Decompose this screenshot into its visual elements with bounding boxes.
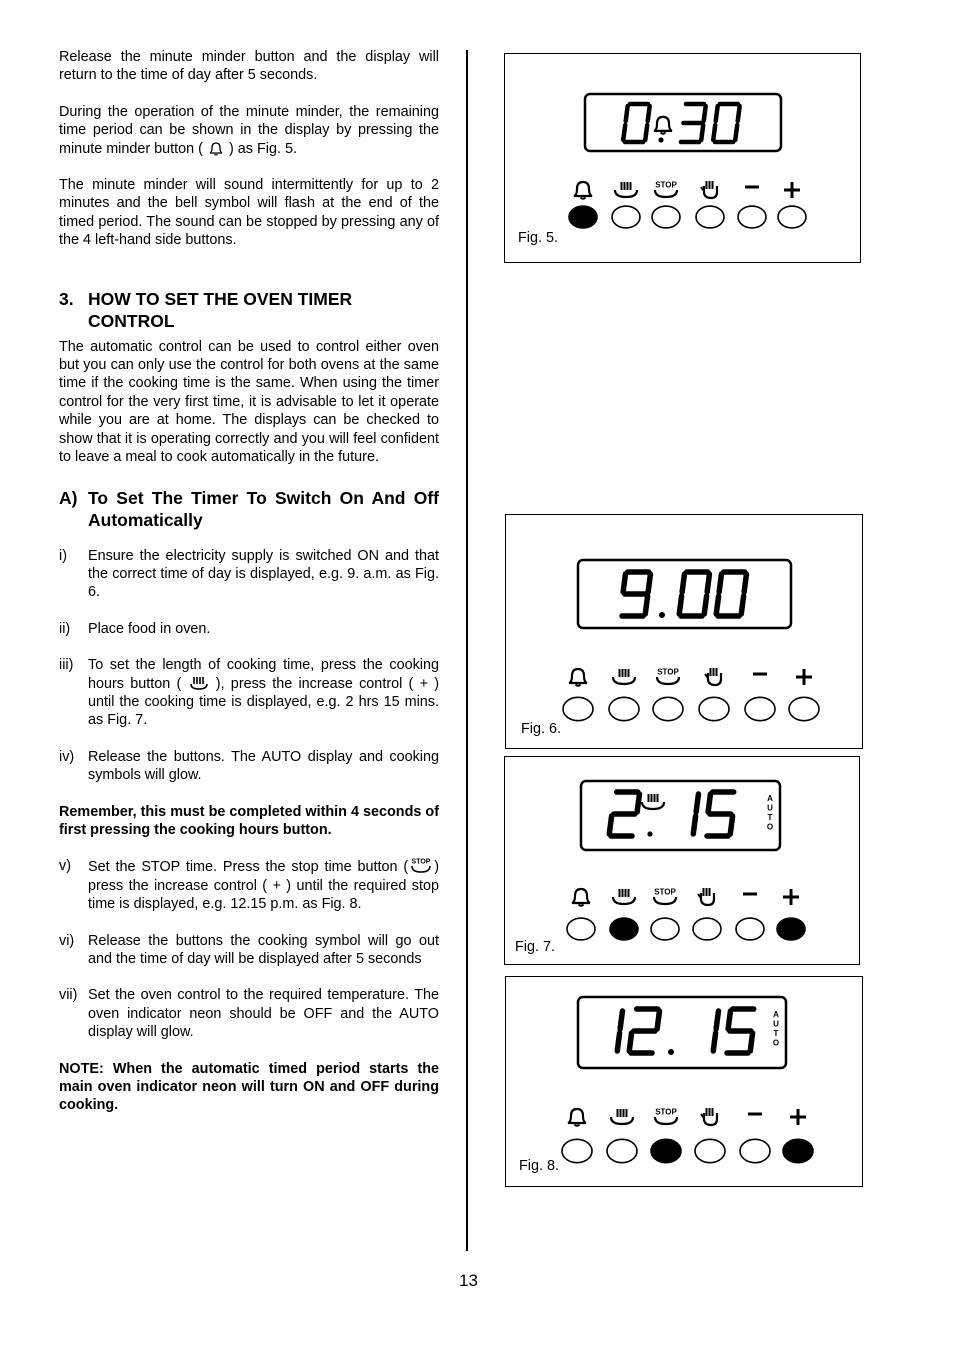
display-segment [708,794,710,812]
control-button-bell [567,918,595,940]
stop-label: STOP [655,180,677,190]
section-a-heading: A) To Set The Timer To Switch On And Off Automatically [59,487,439,530]
control-button-minus [736,918,764,940]
display-segment [617,1033,619,1051]
timer-panel-fig7 [505,757,861,966]
stop-time-icon [654,888,676,905]
display-point [659,612,665,618]
paragraph-release: Release the minute minder button and the display will return to the time of day after 5 seconds. [59,49,439,84]
note-neon: NOTE: When the automatic timed period starts the main oven indicator neon will turn ON and OFF during cooking. [59,1060,439,1114]
control-button-manual-hand [695,1139,725,1162]
control-button-minus [740,1139,770,1162]
display-segment [704,106,706,121]
step-vii: vii) Set the oven control to the required temperature. The oven indicator neon should be OFF and the AUTO display will glow. [59,987,439,1041]
control-button-stop-time [651,1139,681,1162]
auto-letter: T [767,813,773,822]
display-segment [716,1011,718,1029]
display-segment [707,574,709,592]
cooking-hours-icon [613,889,635,904]
bell-icon [572,889,590,906]
figure-7 [504,756,860,965]
plus-icon [796,669,812,685]
timer-panel-fig6 [506,515,864,750]
display-colon [658,137,663,142]
auto-letter: A [773,1010,779,1019]
manual-hand-icon [701,1108,717,1125]
plus-icon [784,182,800,198]
step-iv: iv) Release the buttons. The AUTO display and cooking symbols will glow. [59,748,439,784]
control-button-manual-hand [693,918,721,940]
display-segment [730,816,732,834]
auto-letter: O [766,822,774,832]
control-icons [574,181,800,199]
control-button-manual-hand [699,697,729,720]
bell-icon [568,1109,586,1126]
control-button-plus [789,697,819,720]
cooking-hours-icon [188,675,210,691]
display-segment [648,106,650,121]
auto-indicator [773,1010,779,1048]
display-segment [637,794,639,812]
step-i: i) Ensure the electricity supply is switched ON and that the correct time of day is displayed, e.g. 9. a.m. as Fig. 6. [59,547,439,601]
section-3-heading: 3. HOW TO SET THE OVEN TIMER CONTROL [59,288,353,331]
display-segment [623,125,625,140]
display-segment [682,574,684,592]
timer-panel-fig8 [506,977,864,1188]
display-segment [629,1033,631,1051]
control-button-minus [745,697,775,720]
svg-text:STOP: STOP [411,858,431,866]
auto-letter: O [772,1038,780,1048]
stop-time-icon [655,1108,677,1125]
display-segment [645,125,647,140]
column-divider [466,50,468,1251]
display-segment [716,596,718,614]
display-segment [735,125,737,140]
auto-letter: A [767,794,773,803]
display-segment [713,1033,715,1051]
display-segment [728,1011,730,1029]
figure-8 [505,976,863,1187]
step-vi: vi) Release the buttons the cooking symbol will go out and the time of day will be displayed after 5 seconds [59,932,439,967]
step-iii: iii) To set the length of cooking time, press the cooking hours button ( ), press the increase control ( + ) until the cooking time is displayed, e.g. 2 hrs 15 mins. as Fig. 7. [59,657,440,729]
figure-caption: Fig. 8. [519,1158,559,1174]
plus-icon [783,889,799,905]
lcd-display [585,94,781,151]
cooking-hours-icon [611,1109,633,1124]
control-button-plus [783,1139,813,1162]
control-button-manual-hand [696,206,724,228]
paragraph-sound: The minute minder will sound intermittently for up to 2 minutes and the bell symbol will flash at the end of the timed period. The sound can be stopped by pressing any of the 4 left-hand side buttons. [59,177,439,249]
cooking-hours-icon [613,669,635,684]
control-button-plus [777,918,805,940]
bell-icon [569,669,587,686]
display-colon [647,831,652,836]
control-icons [569,668,812,686]
control-buttons [563,697,819,720]
control-button-bell [562,1139,592,1162]
step-ii: ii) Place food in oven. [59,620,211,637]
manual-hand-icon [705,668,721,685]
stop-time-icon [408,857,434,874]
auto-indicator [767,794,773,832]
control-button-minus [738,206,766,228]
control-button-bell [563,697,593,720]
display-segment [716,106,718,121]
page-number: 13 [459,1271,478,1290]
timer-panel-fig5 [505,54,862,264]
display-segment [744,574,746,592]
control-buttons [567,918,805,940]
lcd-display [581,781,780,850]
remember-note: Remember, this must be completed within 4 seconds of first pressing the cooking hours button. [59,803,439,838]
figure-6 [505,514,863,749]
control-button-stop-time [653,697,683,720]
figure-5 [504,53,861,263]
display-segment [696,794,698,812]
stop-time-icon [657,668,679,685]
display-point [668,1049,674,1055]
display-segment [738,106,740,121]
section-3-body: The automatic control can be used to control either oven but you can only use the control for both ovens at the same time if the cooking time is the same. When using the timer control for the very first time, it is advisable to let it operate while you are at home. The displays can be checked to show that it is operating correctly and you will feel confident to leave a meal to cook automatically in the future. [59,338,439,466]
display-segment [719,574,721,592]
figure-caption: Fig. 7. [515,939,555,955]
display-segment [620,1011,622,1029]
display-segment [701,125,703,140]
bell-icon [207,140,225,156]
display-segment [679,596,681,614]
figure-caption: Fig. 6. [521,721,561,737]
stop-time-icon [655,181,677,198]
control-button-plus [778,206,806,228]
display-segment [741,596,743,614]
lcd-display [578,997,786,1068]
auto-letter: U [773,1019,779,1029]
stop-label: STOP [654,887,676,897]
control-button-cooking-hours [607,1139,637,1162]
figure-caption: Fig. 5. [518,230,558,246]
control-button-stop-time [651,918,679,940]
display-segment [623,574,625,592]
display-segment [750,1033,752,1051]
stop-label: STOP [657,667,679,677]
bell-icon [574,182,592,199]
left-column [59,48,439,1115]
auto-letter: T [773,1029,779,1038]
control-button-cooking-hours [612,206,640,228]
display-segment [609,816,611,834]
control-icons [568,1108,806,1126]
display-segment [626,106,628,121]
lcd-display [578,560,791,628]
display-segment [657,1011,659,1029]
control-button-cooking-hours [610,918,638,940]
control-button-stop-time [652,206,680,228]
cooking-hours-icon [615,182,637,197]
auto-letter: U [767,803,773,813]
display-segment [713,125,715,140]
display-segment [648,574,650,592]
display-segment [693,816,695,834]
stop-label: STOP [655,1107,677,1117]
control-button-cooking-hours [609,697,639,720]
manual-hand-icon [701,181,717,198]
display-segment [645,596,647,614]
control-buttons [569,206,806,228]
plus-icon [790,1109,806,1125]
display-segment [704,596,706,614]
manual-hand-icon [698,888,714,905]
control-buttons [562,1139,813,1162]
control-button-bell [569,206,597,228]
step-v: v) Set the STOP time. Press the stop time button ( STOP ) press the increase control ( + ) until the required stop time is displayed, e.g. 12.15 p.m. as Fig. 8. [59,858,439,913]
control-icons [572,888,799,906]
paragraph-minute-minder: During the operation of the minute minder, the remaining time period can be shown in the display by pressing the minute minder button ( ) as Fig. 5. [59,103,439,157]
